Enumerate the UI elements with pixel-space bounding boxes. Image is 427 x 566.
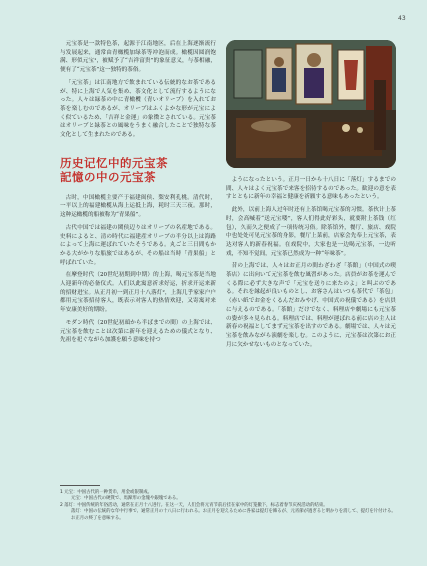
right-column [226, 40, 396, 353]
teahouse-cn-paragraph: 此外，以前上海人过年时还有上茶馆喝元宝茶的习惯。茶伙计上茶时，会高喊着“送元宝喽”，客人们得此好彩头，就要附上茶钱（红包），久而久之便成了一项传统习俗。除茶馆外，餐厅、旅店、戏院中也处处可见元宝茶的身影，餐厅上菜前，店家会先奉上元宝茶，表达对客人的新春祝福。在戏院中，大家也是一边喝元宝茶，一边听戏，不知不觉间，元宝茶已然成为一种“年味茶”。 [226, 207, 396, 257]
section-title-cn: 历史记忆中的元宝茶 [60, 155, 168, 170]
teahouse-jp-paragraph: 昔の上海では、人々はお正月の間わざわざ「茶館」（中国式の喫茶店）に出向いて元宝茶を飲む風習があった。店員がお茶を運んでくる際に必ず大きな声で「元宝を送りに来たのよ」と叫ぶのである。それを縁起が良いものとし、お客さんはいつも茶代で「茶包」（赤い紙でお金をくるんだおみやげ、中国式の祝儀である）を店員に与えるのである。「茶館」だけでなく、料理店や劇場にも元宝茶の姿が多々見られる。料理店では、料理が運ばれる前に店の主人は新春の祝福としてまず元宝茶を出すのである。劇場では、人々は元宝茶を飲みながら演劇を楽しむ。このように、元宝茶は次第にお正月に欠かせないものとなっていた。 [226, 263, 396, 348]
intro-cn-paragraph: 元宝茶是一款特色茶，起源于江南地区，后在上海逐渐流行与发展起来，通常由青橄榄加绿茶等冲泡而成。橄榄因圆润饱满、形似元宝¹，被赋予了“吉祥富贵”的象征意义，与茶相融，便有了“元宝茶”这一独特的茶俗。 [60, 41, 216, 74]
modern-jp-continued-paragraph: ようになったという。正月一日から十八日に「落灯」するまでの間、人々はよく元宝茶で来客を招待するのであった。歓迎の意を表すとともに新年の幸福と健康を祈願する意味もあったという。 [226, 177, 396, 201]
page-number: 43 [398, 15, 406, 22]
history-cn-paragraph: 古时，中国橄榄主要产于福建闽侯、梨安利孔桃。清代时，一平以上的福建橄榄从海上运抵上海，耗时三天三夜。那时，这种运橄榄的船被称为“青果船”。 [60, 194, 216, 219]
history-jp-paragraph: 古代中国では福建の閩侯辺りはオリーブの名産地である。史料によると、清の時代に福建産オリーブの半分以上は海路によって上海に運ばれていたそうである。丸ごと三日間もかかる大がかりな船旅ではあるが、その船は当時「青果船」と呼ばれていた。 [60, 224, 216, 266]
intro-jp-paragraph: 「元宝茶」は江南地方で飲まれている伝統的なお茶であるが、特に上海で人気を集め、茶文化として流行するようになった。人々は緑茶の中に青橄欖（青いオリーブ）を入れてお茶を楽しむのであるが、オリーブはふくよかな形が元宝によく似ているため、「吉祥と金運」の象徴とされている。元宝茶はオリーブと緑茶との風味をうまく融合したことで独特な茶文化として生まれたのである。 [60, 79, 216, 139]
footnote-divider [60, 485, 100, 486]
footnotes [60, 490, 396, 522]
footnote-2-jp: 落灯：中国の伝統的な年中行事で、通常正月の十八日に行われる。お正月を迎えるために各家は提灯を飾るが、元宵節が過ぎると明かりを消して、提灯を片付ける。お正月の終了を意味する。 [71, 509, 396, 521]
footnote-2-cn: 2 落灯：中国传统的年俗活动，通常在正月十八进行。在这一天，人们会将元宵节前后挂在家中的灯笼撤下，标志着春节庆祝活动的结束。 [60, 502, 328, 508]
teahouse-photo-image [226, 40, 396, 168]
section-title-jp: 記憶の中の元宝茶 [60, 169, 156, 184]
footnote-1-jp: 元宝：中国古代の硬貨で、馬蹄形の金塊や銀塊である。 [71, 496, 181, 502]
teahouse-photo [226, 40, 396, 168]
section-title [60, 156, 216, 184]
left-column [60, 40, 216, 349]
footnote-1-cn: 1 元宝：中国古代的一种货币，用金或银制成。 [60, 490, 153, 495]
modern-cn-paragraph: 在摩登时代（20世纪初期到中期）的上海，喝元宝茶是当地人迎新年的必备仪式。人们以此寓意祈求好运，折求开运来新的招财进宝。从正月初一到正月十八落灯²，上海几乎家家户户都用元宝茶招待客人，既表示对客人的热情欢迎，又寄寓对来年安康美好的期盼。 [60, 272, 216, 314]
modern-jp-paragraph: モダン時代（20世紀初頭から半ばまでの間）の上海では、元宝茶を飲むことは次第に新年を迎えるための儀式となり、先祖を祀ぐながら加護を願う意味を持つ [60, 319, 216, 344]
